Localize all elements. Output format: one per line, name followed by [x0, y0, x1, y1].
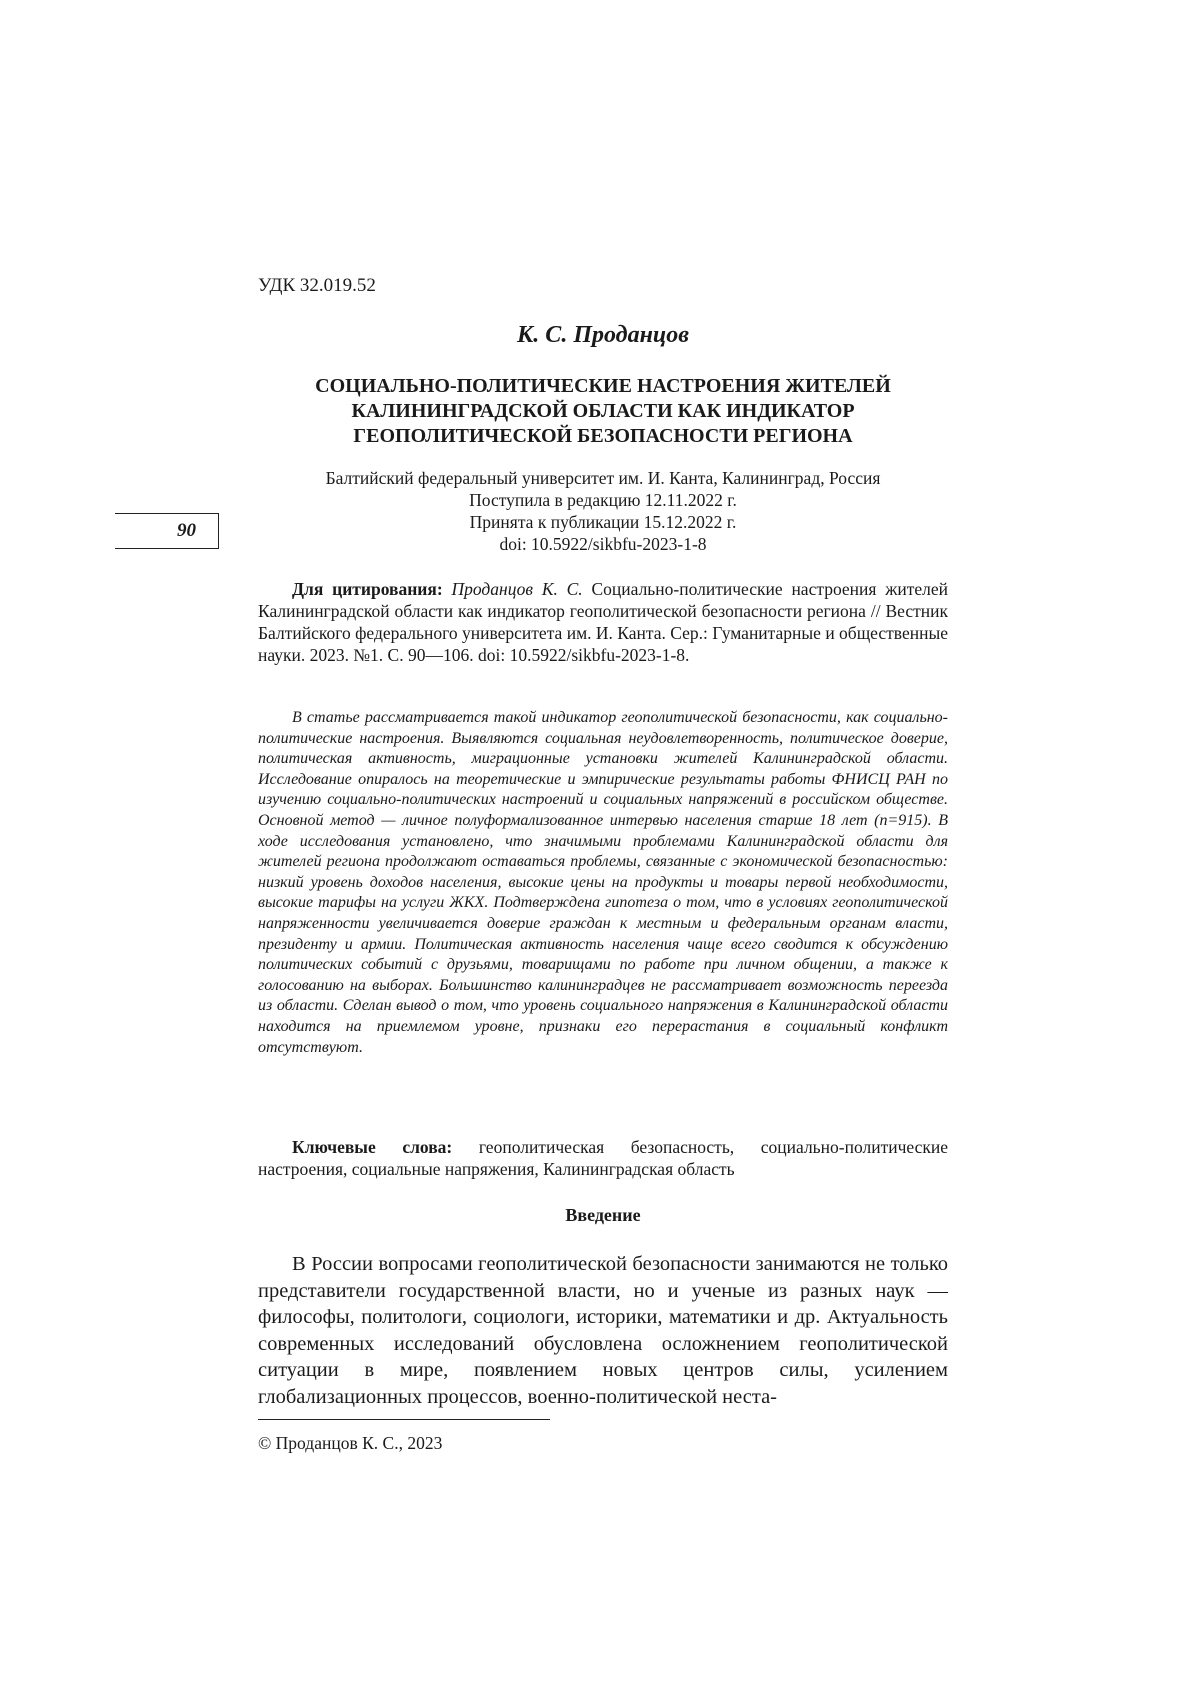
affiliation: Балтийский федеральный университет им. И. Канта, Калининград, Россия [325, 468, 881, 488]
page-number: 90 [177, 520, 196, 541]
intro-paragraph: В России вопросами геополитической безопасности занимаются не только представители государственной власти, но и ученые из разных наук — философы, политологи, социологи, историки, математики и др. Актуальность современных исследований обусловлена осложнением геополитической ситуации в мире, появлением новых центров силы, усилением глобализационных процессов, военно-политической неста- [258, 1253, 948, 1408]
citation-label: Для цитирования: [292, 579, 443, 599]
section-heading: Введение [565, 1205, 641, 1225]
citation-text: Социально-политические настроения жителей Калининградской области как индикатор геополитической безопасности региона // Вестник Балтийского федерального университета им. И. Канта. Сер.: Гуманитарные и общественные науки. 2023. №1. С. 90—106. doi: 10.5922/sikbfu-2023-1-8. [258, 579, 949, 665]
citation-author: Проданцов К. С. [451, 579, 583, 599]
page-number-box [115, 513, 219, 549]
citation-block [258, 578, 948, 666]
article-meta [258, 467, 948, 555]
keywords-label: Ключевые слова: [292, 1137, 453, 1157]
keywords-block [258, 1136, 948, 1180]
keywords-text: геополитическая безопасность, социально-политические настроения, социальные напряжения, Калининградская область [258, 1137, 948, 1179]
abstract: В статье рассматривается такой индикатор геополитической безопасности, как социально-политические настроения. Выявляются социальная неудовлетворенность, политическое доверие, политическая активность, миграционные установки жителей Калининградской области. Исследование опиралось на теоретические и эмпирические результаты работы ФНИСЦ РАН по изучению социально-политических настроений и социальных напряжений в российском обществе. Основной метод — личное полуформализованное интервью населения старше 18 лет (n=915). В ходе исследования установлено, что значимыми проблемами Калининградской области для жителей региона продолжают оставаться проблемы, связанные с экономической безопасностью: низкий уровень доходов населения, высокие цены на продукты и товары первой необходимости, высокие тарифы на услуги ЖКХ. Подтверждена гипотеза о том, что в условиях геополитической напряженности увеличивается доверие граждан к местным и федеральным органам власти, президенту и армии. Политическая активность населения чаще всего сводится к обсуждению политических событий с друзьями, товарищами по работе при личном общении, а также к голосованию на выборах. Большинство калининградцев не рассматривает возможность переезда из области. Сделан вывод о том, что уровень социального напряжения в Калининградской области находится на приемлемом уровне, признаки его перерастания в социальный конфликт отсутствуют. [258, 709, 948, 1056]
author-name: К. С. Проданцов [517, 322, 689, 348]
doi: doi: 10.5922/sikbfu-2023-1-8 [499, 534, 707, 554]
received-date: Поступила в редакцию 12.11.2022 г. [469, 490, 737, 510]
footnote-divider [258, 1419, 550, 1420]
copyright: © Проданцов К. С., 2023 [258, 1433, 443, 1453]
accepted-date: Принята к публикации 15.12.2022 г. [469, 512, 737, 532]
title-line: ГЕОПОЛИТИЧЕСКОЙ БЕЗОПАСНОСТИ РЕГИОНА [353, 425, 853, 447]
article-title [258, 374, 948, 449]
title-line: СОЦИАЛЬНО-ПОЛИТИЧЕСКИЕ НАСТРОЕНИЯ ЖИТЕЛЕЙ [315, 375, 891, 397]
udc-code: УДК 32.019.52 [258, 275, 376, 296]
title-line: КАЛИНИНГРАДСКОЙ ОБЛАСТИ КАК ИНДИКАТОР [351, 400, 855, 422]
